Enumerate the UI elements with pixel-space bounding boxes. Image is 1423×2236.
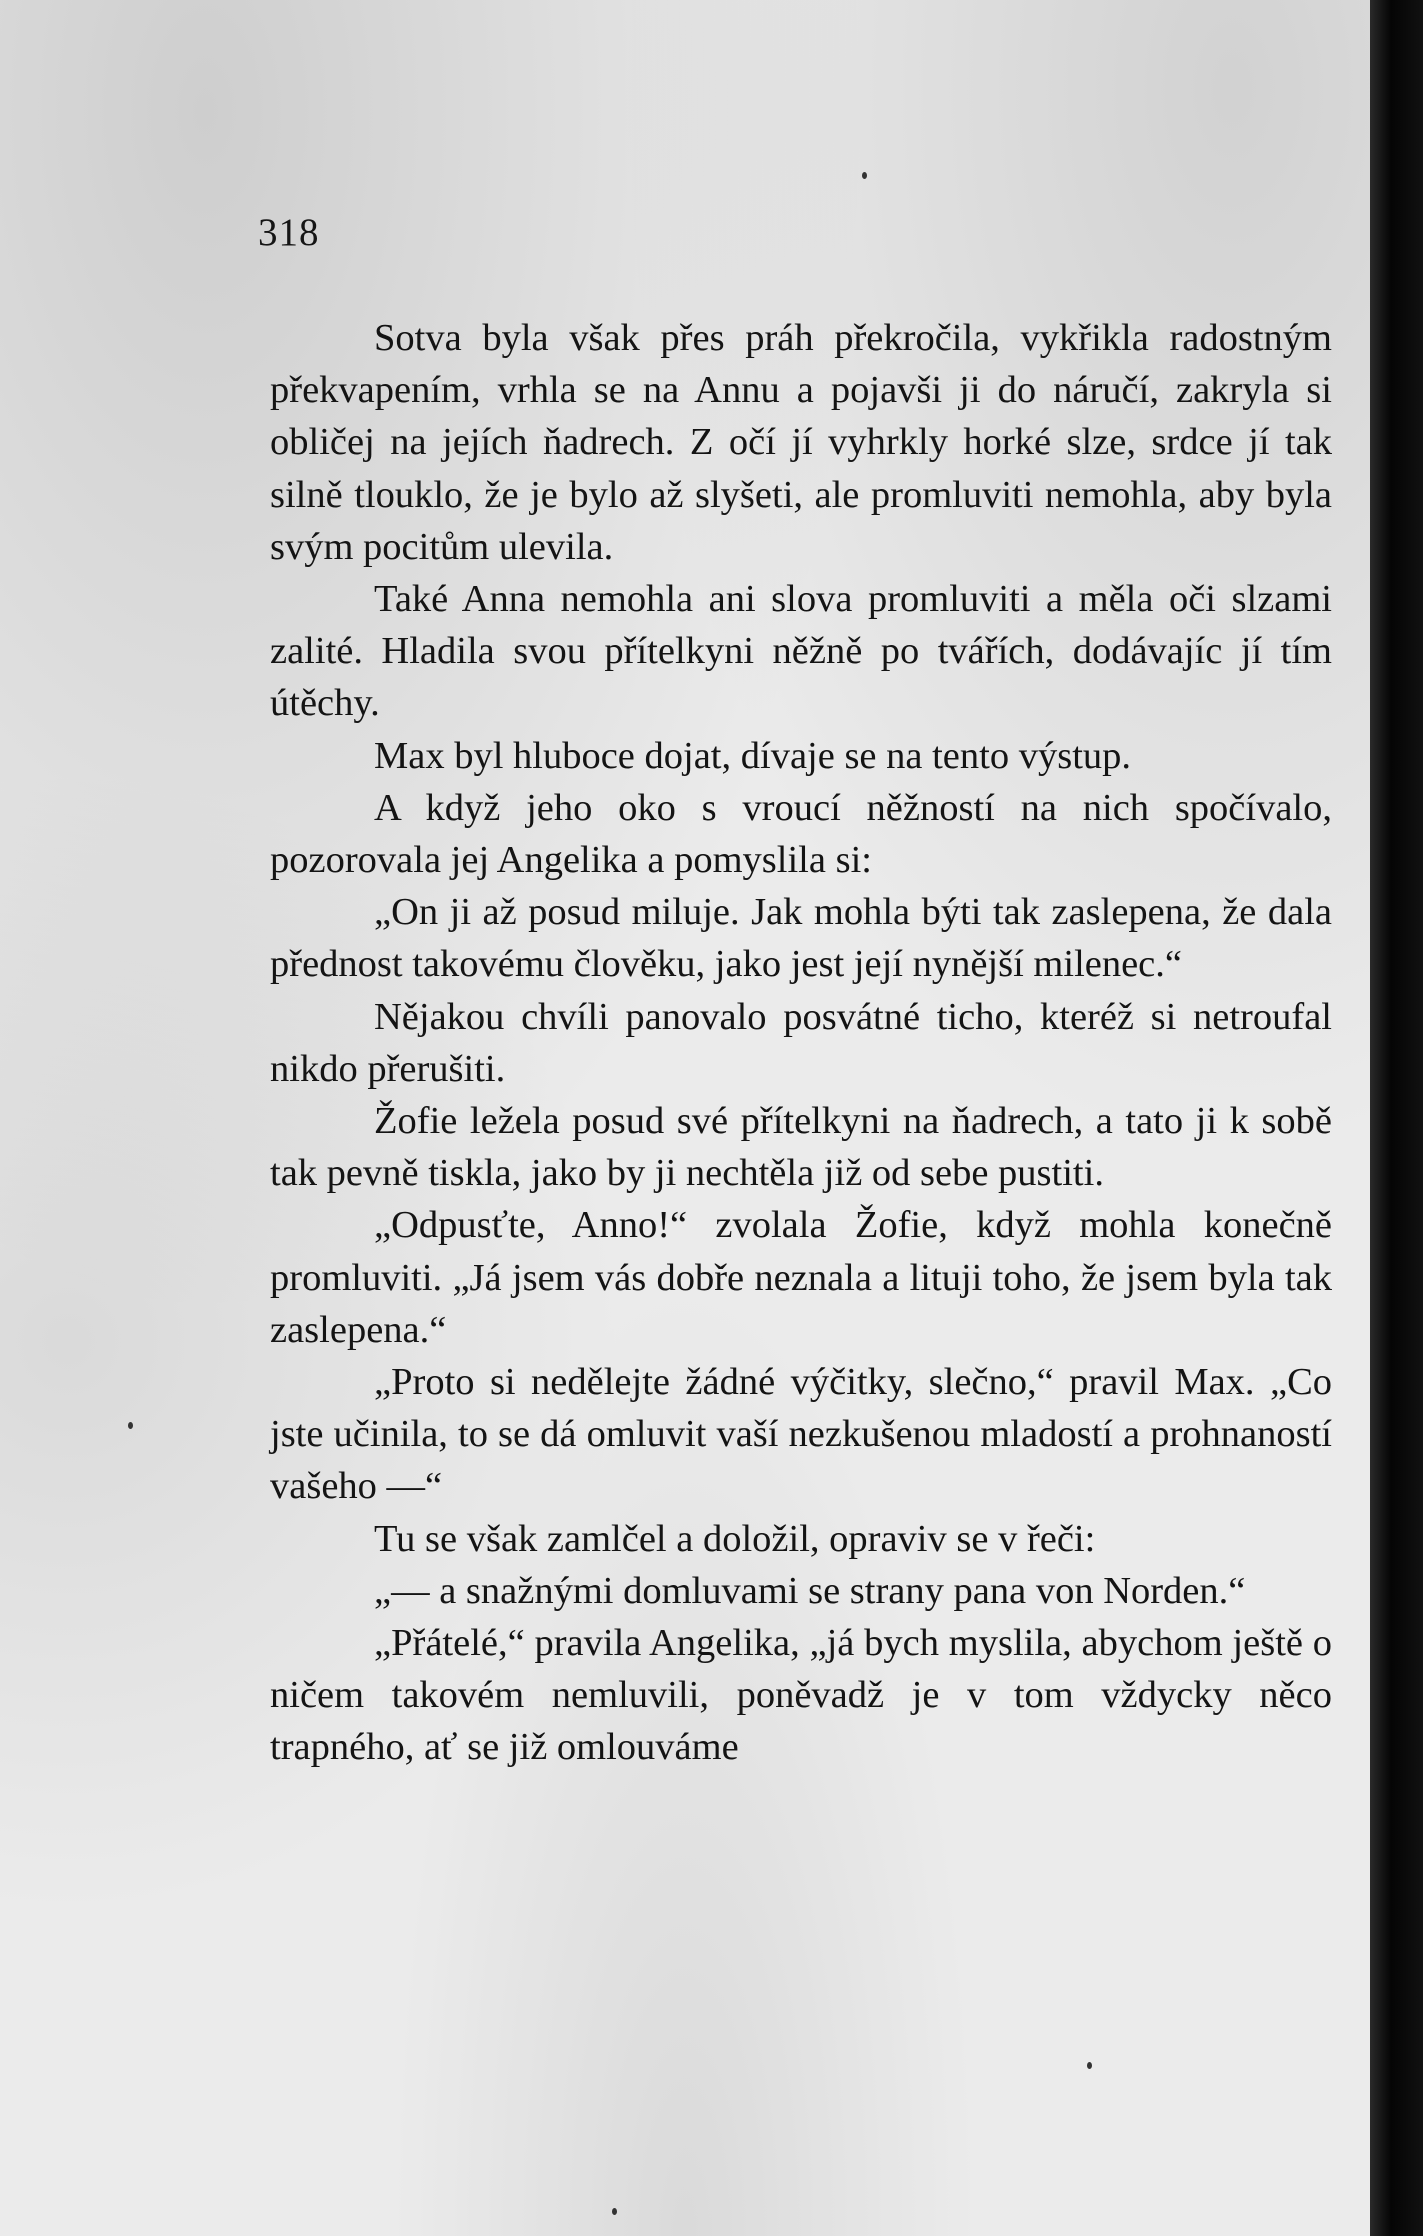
paragraph: Nějakou chvíli panovalo posvátné ticho, kteréž si netroufal nikdo přerušiti.	[270, 995, 1332, 1090]
paragraph: „Proto si nedělejte žádné výčitky, slečno,“ pravil Max. „Co jste učinila, to se dá omluvit vaší nezkušenou mladostí a prohnaností vašeho —“	[270, 1361, 1332, 1508]
body-text	[270, 312, 1332, 1774]
print-speck	[128, 1422, 133, 1429]
paragraph: A když jeho oko s vroucí něžností na nich spočívalo, pozorovala jej Angelika a pomyslila si:	[270, 786, 1332, 882]
paragraph: „Přátelé,“ pravila Angelika, „já bych myslila, abychom ještě o ničem takovém nemluvili, poněvadž je v tom vždycky něco trapného, ať se již omlouváme	[270, 1622, 1332, 1769]
paragraph: „On ji až posud miluje. Jak mohla býti tak zaslepena, že dala přednost takovému člověku, jako jest její nynější milenec.“	[270, 891, 1332, 986]
paragraph: „Odpusťte, Anno!“ zvolala Žofie, když mohla konečně promluviti. „Já jsem vás dobře neznala a lituji toho, že jsem byla tak zaslepena.“	[270, 1204, 1332, 1351]
paragraph: Sotva byla však přes práh překročila, vykřikla radostným překvapením, vrhla se na Annu a pojavši ji do náručí, zakryla si obličej na jejích ňadrech. Z očí jí vyhrkly horké slze, srdce jí tak silně tlouklo, že je bylo až slyšeti, ale promluviti nemohla, aby byla svým pocitům ulevila.	[270, 317, 1332, 568]
print-speck	[1087, 2062, 1092, 2069]
paragraph: „— a snažnými domluvami se strany pana von Norden.“	[374, 1569, 1246, 1612]
page-edge-shadow	[1370, 0, 1423, 2236]
print-speck	[862, 172, 867, 179]
paragraph: Také Anna nemohla ani slova promluviti a měla oči slzami zalité. Hladila svou přítelkyni něžně po tvářích, dodávajíc jí tím útěchy.	[270, 578, 1332, 725]
paragraph: Tu se však zamlčel a doložil, opraviv se v řeči:	[374, 1517, 1096, 1560]
page-number: 318	[258, 211, 320, 254]
paragraph: Max byl hluboce dojat, dívaje se na tento výstup.	[374, 734, 1132, 777]
paragraph: Žofie ležela posud své přítelkyni na ňadrech, a tato ji k sobě tak pevně tiskla, jako by ji nechtěla již od sebe pustiti.	[270, 1100, 1332, 1195]
print-speck	[612, 2208, 617, 2215]
